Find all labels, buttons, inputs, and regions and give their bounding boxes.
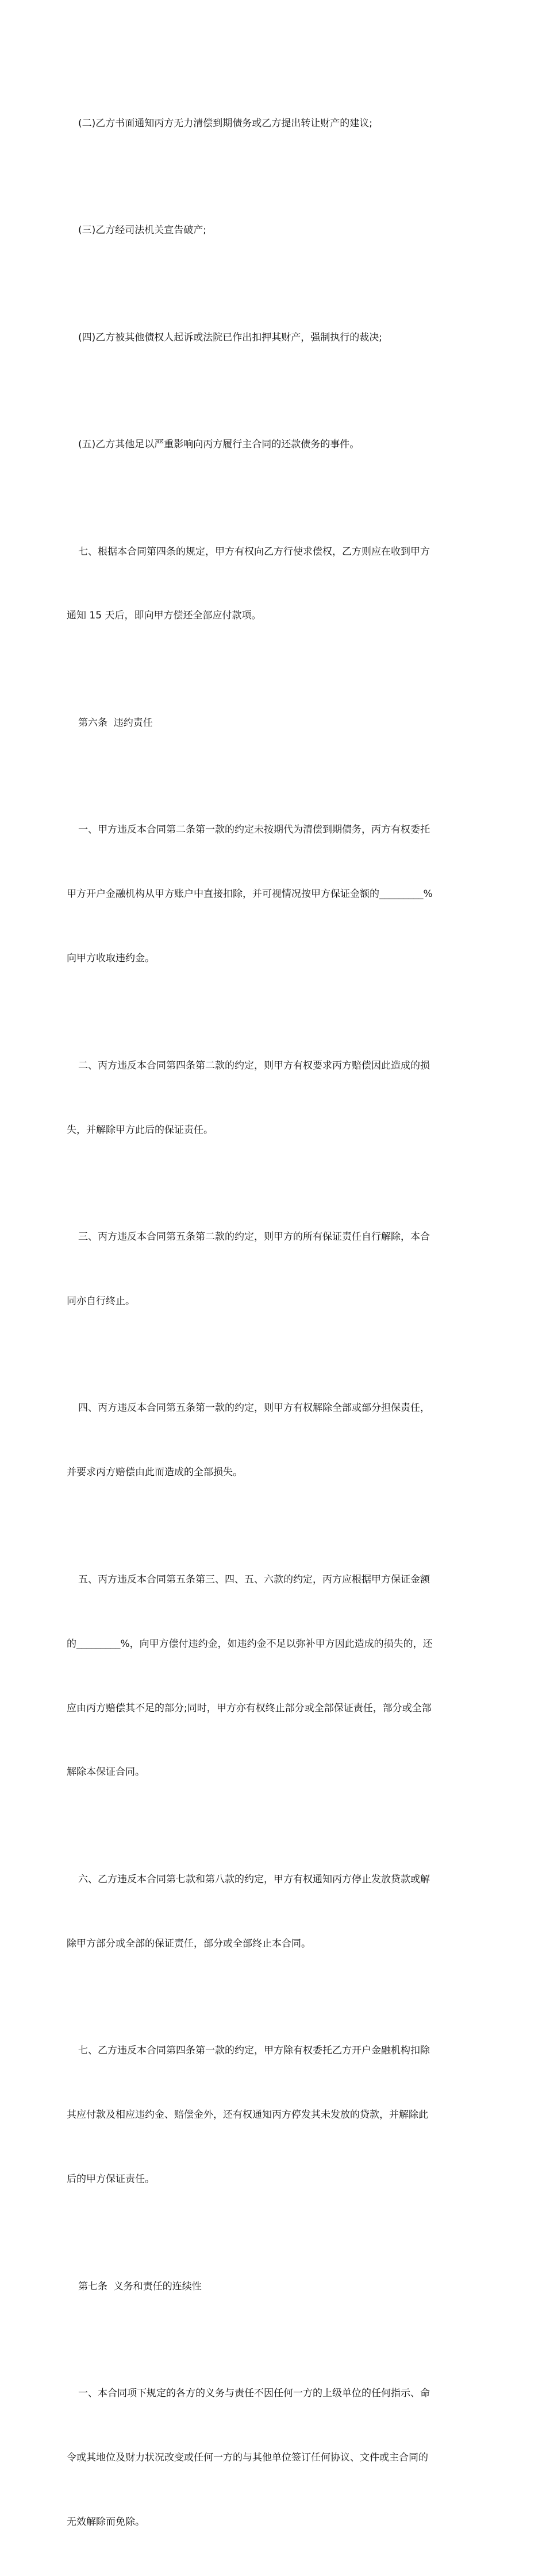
- text-line: 令或其地位及财力状况改变或任何一方的与其他单位签订任何协议、文件或主合同的: [67, 2451, 428, 2463]
- text-line: 一、本合同项下规定的各方的义务与责任不因任何一方的上级单位的任何指示、命: [78, 2388, 430, 2400]
- paragraph-clause-4: [67, 284, 482, 391]
- paragraph-clause-5: [67, 391, 482, 498]
- paragraph-item-7-recourse: [67, 498, 482, 670]
- text-line: 的_________%，向甲方偿付违约金，如违约金不足以弥补甲方因此造成的损失的，还: [67, 1638, 433, 1650]
- text-line: 通知 15 天后，即向甲方偿还全部应付款项。: [67, 610, 262, 622]
- paragraph-continuity-1: [67, 2340, 482, 2575]
- paragraph-liability-5: [67, 1526, 482, 1826]
- text-line: 除甲方部分或全部的保证责任，部分或全部终止本合同。: [67, 1937, 311, 1950]
- text-line: (四)乙方被其他债权人起诉或法院已作出扣押其财产，强制执行的裁决;: [78, 331, 382, 343]
- text-line: 七、根据本合同第四条的规定，甲方有权向乙方行使求偿权，乙方则应在收到甲方: [78, 546, 430, 558]
- text-line: 五、丙方违反本合同第五条第三、四、五、六款的约定，丙方应根据甲方保证金额: [78, 1573, 430, 1585]
- text-line: (五)乙方其他足以严重影响向丙方履行主合同的还款债务的事件。: [78, 439, 360, 451]
- paragraph-liability-2: [67, 1012, 482, 1183]
- text-line: 三、丙方违反本合同第五条第二款的约定，则甲方的所有保证责任自行解除，本合: [78, 1231, 430, 1243]
- document-page: [67, 70, 482, 2576]
- text-line: (三)乙方经司法机关宣告破产;: [78, 225, 206, 237]
- paragraph-liability-3: [67, 1183, 482, 1355]
- paragraph-clause-3: [67, 177, 482, 284]
- text-line: 并要求丙方赔偿由此而造成的全部损失。: [67, 1467, 243, 1479]
- text-line: 甲方开户金融机构从甲方账户中直接扣除，并可视情况按甲方保证金额的_________%: [67, 888, 433, 900]
- paragraph-liability-1: [67, 777, 482, 1012]
- section-heading-article-7: [67, 2233, 482, 2340]
- text-line: (二)乙方书面通知丙方无力清偿到期债务或乙方提出转让财产的建议;: [78, 117, 372, 129]
- paragraph-liability-7: [67, 1998, 482, 2233]
- paragraph-liability-4: [67, 1355, 482, 1526]
- text-line: 向甲方收取违约金。: [67, 953, 155, 965]
- text-line: 一、甲方违反本合同第二条第一款的约定未按期代为清偿到期债务，丙方有权委托: [78, 824, 430, 836]
- text-line: 无效解除而免除。: [67, 2516, 145, 2528]
- text-line: 应由丙方赔偿其不足的部分;同时，甲方亦有权终止部分或全部保证责任，部分或全部: [67, 1702, 432, 1714]
- text-line: 失，并解除甲方此后的保证责任。: [67, 1124, 213, 1136]
- text-line: 解除本保证合同。: [67, 1766, 145, 1778]
- text-line: 四、丙方违反本合同第五条第一款的约定，则甲方有权解除全部或部分担保责任，: [78, 1402, 430, 1414]
- paragraph-liability-6: [67, 1826, 482, 1997]
- paragraph-clause-2: [67, 70, 482, 177]
- text-line: 同亦自行终止。: [67, 1295, 135, 1307]
- text-line: 第七条 义务和责任的连续性: [78, 2280, 202, 2292]
- section-heading-article-6: [67, 670, 482, 776]
- text-line: 其应付款及相应违约金、赔偿金外，还有权通知丙方停发其未发放的贷款，并解除此: [67, 2109, 428, 2121]
- text-line: 七、乙方违反本合同第四条第一款的约定，甲方除有权委托乙方开户金融机构扣除: [78, 2045, 430, 2057]
- text-line: 后的甲方保证责任。: [67, 2173, 155, 2186]
- text-line: 第六条 违约责任: [78, 717, 153, 729]
- text-line: 六、乙方违反本合同第七款和第八款的约定，甲方有权通知丙方停止发放贷款或解: [78, 1873, 430, 1885]
- text-line: 二、丙方违反本合同第四条第二款的约定，则甲方有权要求丙方赔偿因此造成的损: [78, 1059, 430, 1072]
